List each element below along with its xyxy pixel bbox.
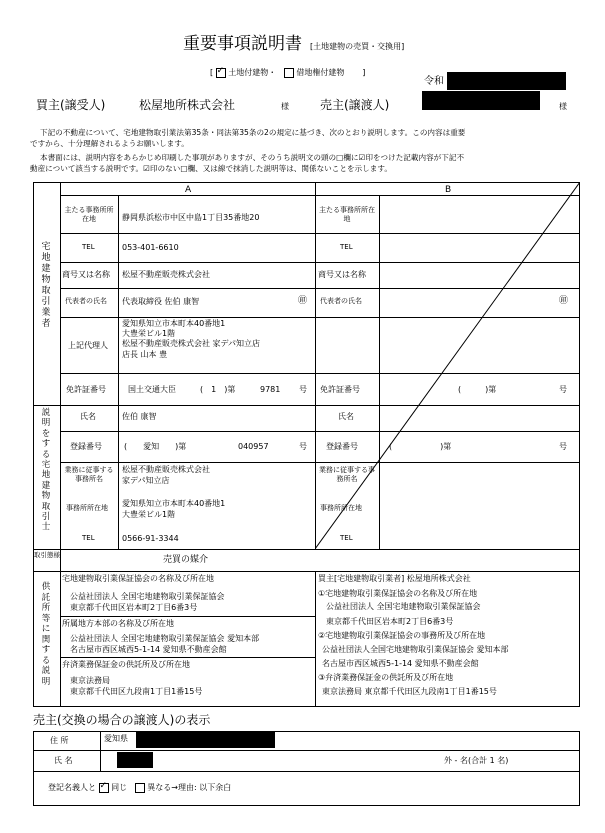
deposit-left-line-2: 東京都千代田区岩本町2丁目6番3号 bbox=[70, 603, 198, 612]
seller-label: 売主(譲渡人) bbox=[320, 98, 390, 112]
label-rep-name-b: 代表者の氏名 bbox=[320, 297, 362, 305]
a-office-addr-2: 大豊栄ビル1階 bbox=[122, 510, 176, 519]
label-reg-no: 登録番号 bbox=[70, 442, 102, 451]
b-seal-icon: ㊞ bbox=[559, 296, 569, 306]
deposit-right-line-5: 公益社団法人全国宅地建物取引業保証協会 愛知本部 bbox=[322, 645, 509, 654]
seller-section-title: 売主(交換の場合の譲渡人)の表示 bbox=[33, 713, 211, 727]
a-license-number: 9781 bbox=[260, 385, 281, 394]
deposit-left-heading-3: 弁済業務保証金の供託所及び所在地 bbox=[62, 660, 190, 669]
deposit-right-line-6: 名古屋市西区城西5-1-14 愛知県不動産会館 bbox=[322, 659, 479, 668]
intro-line-3: 本書面には、説明内容をあらかじめ印刷した事項がありますが、そのうち説明文の頭の□欄に☑印をつけた記載内容が下記不 bbox=[40, 153, 465, 162]
deposit-left-line-1: 公益社団法人 全国宅地建物取引業保証協会 bbox=[70, 592, 225, 601]
deposit-right-line-1: ①宅地建物取引業保証協会の名称及び所在地 bbox=[318, 589, 478, 598]
buyer-name: 松屋地所株式会社 bbox=[139, 98, 236, 112]
a-agent-line-1: 愛知県知立市本町本40番地1 bbox=[122, 319, 226, 328]
deposit-left-line-4: 名古屋市西区城西5-1-14 愛知県不動産会館 bbox=[70, 645, 227, 654]
label-office-tel-b: TEL bbox=[340, 534, 353, 542]
b-license-paren: ( )第 bbox=[458, 385, 497, 394]
same-checkbox[interactable] bbox=[99, 783, 109, 793]
a-seal-icon: ㊞ bbox=[298, 296, 308, 306]
label-rep-name: 代表者の氏名 bbox=[65, 297, 107, 305]
section-deposit-label: 供託所等に関する説明 bbox=[41, 582, 51, 687]
registration-holder-line bbox=[48, 782, 231, 793]
land-building-checkbox[interactable] bbox=[216, 68, 226, 78]
deposit-right-line-2: 公益社団法人 全国宅地建物取引業保証協会 bbox=[326, 602, 481, 611]
a-office-tel: 0566-91-3344 bbox=[122, 534, 179, 543]
deposit-left-heading-1: 宅地建物取引業保証協会の名称及び所在地 bbox=[62, 574, 214, 583]
leasehold-checkbox[interactable] bbox=[284, 68, 294, 78]
b-license-suffix: 号 bbox=[559, 385, 567, 394]
a-license-prefix: 国土交通大臣 bbox=[128, 385, 176, 394]
a-office-name-1: 松屋不動産販売株式会社 bbox=[122, 465, 210, 474]
a-rep-name: 代表取締役 佐伯 康智 bbox=[122, 297, 200, 306]
intro-line-2: ですから、十分理解されるようお願いします。 bbox=[30, 139, 189, 148]
label-tel-b: TEL bbox=[340, 243, 353, 251]
registration-holder-label: 登記名義人と bbox=[48, 783, 96, 792]
seller-others-count: 外 - 名(合計 1 名) bbox=[444, 756, 509, 765]
seller-name-label: 氏 名 bbox=[54, 756, 73, 765]
buyer-honorific: 様 bbox=[281, 102, 289, 111]
a-license-paren: ( 1 )第 bbox=[200, 385, 236, 394]
transaction-mode-value: 売買の媒介 bbox=[163, 555, 209, 565]
label-tel: TEL bbox=[82, 243, 95, 251]
leasehold-label: 借地権付建物 bbox=[296, 68, 345, 77]
section-broker-label: 説明をする宅地建物取引士 bbox=[41, 408, 51, 533]
era-label: 令和 bbox=[424, 76, 444, 87]
deposit-right-line-4: ②宅地建物取引業保証協会の事務所及び所在地 bbox=[318, 631, 486, 640]
deposit-left-heading-2: 所属地方本部の名称及び所在地 bbox=[62, 619, 174, 628]
property-type-line bbox=[210, 67, 365, 78]
column-b-header: B bbox=[445, 185, 452, 195]
label-office-addr: 事務所所在地 bbox=[66, 504, 108, 512]
a-office-addr-1: 愛知県知立市本町本40番地1 bbox=[122, 499, 226, 508]
a-tel: 053-401-6610 bbox=[122, 243, 179, 252]
a-agent-line-4: 店長 山本 豊 bbox=[122, 350, 168, 359]
seller-honorific: 様 bbox=[559, 102, 567, 111]
label-name: 氏名 bbox=[80, 412, 96, 421]
column-a-header: A bbox=[185, 185, 192, 195]
label-office-name: 業務に従事する事務所名 bbox=[64, 466, 114, 483]
buyer-label: 買主(譲受人) bbox=[36, 98, 106, 112]
section-agent-label: 宅地建物取引業者 bbox=[41, 242, 51, 329]
seller-address-label: 住 所 bbox=[50, 736, 69, 745]
land-building-label: 土地付建物・ bbox=[228, 68, 277, 77]
a-office-name-2: 家デパ知立店 bbox=[122, 476, 170, 485]
seller-address-prefix: 愛知県 bbox=[104, 734, 128, 743]
redacted-date bbox=[447, 72, 566, 90]
b-column-strike-line bbox=[315, 182, 580, 549]
different-checkbox[interactable] bbox=[135, 783, 145, 793]
bracket-close: ] bbox=[362, 68, 366, 77]
label-transaction-mode: 取引態様 bbox=[34, 551, 60, 559]
a-reg-suffix: 号 bbox=[299, 442, 307, 451]
a-main-office: 静岡県浜松市中区中島1丁目35番地20 bbox=[122, 213, 260, 222]
label-office-tel: TEL bbox=[82, 534, 95, 542]
label-license-no: 免許証番号 bbox=[66, 385, 106, 394]
a-agent-line-2: 大豊栄ビル1階 bbox=[122, 329, 176, 338]
bracket-open: [ bbox=[210, 68, 214, 77]
label-name-b: 氏名 bbox=[338, 412, 354, 421]
label-license-no-b: 免許証番号 bbox=[320, 385, 360, 394]
intro-line-1: 下記の不動産について、宅地建物取引業法第35条・同法第35条の2の規定に基づき、次のとおり説明します。この内容は重要 bbox=[40, 128, 466, 137]
deposit-right-line-8: 東京法務局 東京都千代田区九段南1丁目1番15号 bbox=[322, 687, 497, 696]
label-office-addr-b: 事務所所在地 bbox=[320, 504, 362, 512]
label-trade-name: 商号又は名称 bbox=[62, 270, 110, 279]
a-agent-line-3: 松屋不動産販売株式会社 家デパ知立店 bbox=[122, 339, 261, 348]
label-reg-no-b: 登録番号 bbox=[326, 442, 358, 451]
same-label: 同じ bbox=[111, 783, 128, 792]
different-label: 異なる→理由: 以下余白 bbox=[147, 783, 232, 792]
redacted-seller-address bbox=[136, 732, 275, 748]
b-reg-suffix: 号 bbox=[559, 442, 567, 451]
label-agent: 上記代理人 bbox=[68, 341, 108, 350]
deposit-right-heading: 買主[宅地建物取引業者] 松屋地所株式会社 bbox=[318, 574, 471, 583]
a-reg-paren: ( 愛知 )第 bbox=[124, 442, 187, 451]
b-reg-paren: ( )第 bbox=[389, 442, 452, 451]
a-trade-name: 松屋不動産販売株式会社 bbox=[122, 270, 210, 279]
deposit-right-line-3: 東京都千代田区岩本町2丁目6番3号 bbox=[326, 617, 454, 626]
redacted-seller-fullname bbox=[117, 752, 153, 768]
label-trade-name-b: 商号又は名称 bbox=[318, 270, 366, 279]
a-license-suffix: 号 bbox=[299, 385, 307, 394]
document-title: 重要事項説明書 bbox=[183, 34, 302, 54]
redacted-seller-name bbox=[422, 91, 540, 110]
intro-line-4: 動産について該当する説明です。☑印のない□欄、又は線で抹消した説明等は、関係ないことを示します。 bbox=[30, 164, 392, 173]
deposit-left-line-3: 公益社団法人 全国宅地建物取引業保証協会 愛知本部 bbox=[70, 634, 260, 643]
label-main-office-b: 主たる事務所所在地 bbox=[319, 206, 375, 223]
a-person-name: 佐伯 康智 bbox=[122, 412, 157, 421]
label-office-name-b: 業務に従事する事務所名 bbox=[319, 466, 375, 483]
deposit-left-line-5: 東京法務局 bbox=[70, 676, 110, 685]
document-subtitle: [土地建物の売買・交換用] bbox=[310, 42, 405, 51]
deposit-right-line-7: ③弁済業務保証金の供託所及び所在地 bbox=[318, 673, 454, 682]
a-reg-number: 040957 bbox=[238, 442, 269, 451]
label-main-office: 主たる事務所所在地 bbox=[64, 206, 114, 223]
deposit-left-line-6: 東京都千代田区九段南1丁目1番15号 bbox=[70, 687, 203, 696]
